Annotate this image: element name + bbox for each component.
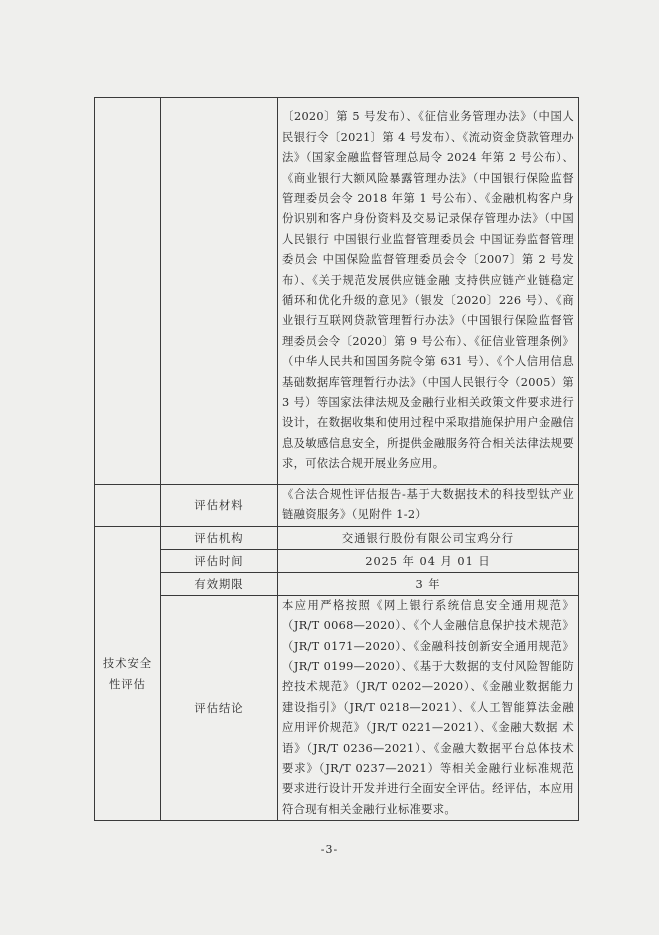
conclusion-text: 本应用严格按照《网上银行系统信息安全通用规范》（JR/T 0068—2020）、《个人金融信息保护技术规范》（JR/T 0171—2020）、《金融科技创新安全通用规范》（JR/T 0199—2020）、《基于大数据的支付风险智能防控技术规范》（JR/T 0202—2020）、《金融业数据能力建设指引》（JR/T 0218—2021）、《人工智能算法金融应用评价规范》（JR/T 0221—2021）、《金融大数据 术语》（JR/T 0236—2021）、《金融大数据平台总体技术要求》（JR/T 0237—2021）等相关金融行业标准规范要求进行设计开发并进行全面安全评估。经评估，本应用符合现有相关金融行业标准要求。 [278,595,579,820]
table-row [95,549,579,572]
table-row [95,526,579,549]
tech-section-category: 技术安全性评估 [95,526,161,820]
table-row [95,572,579,595]
material-label: 评估材料 [161,485,278,527]
material-value: 《合法合规性评估报告-基于大数据技术的科技型钛产业链融资服务》（见附件 1-2） [278,485,579,527]
page-number: -3- [320,843,339,856]
validity-label: 有效期限 [161,572,278,595]
assessment-table [94,97,579,821]
label-cell-empty [161,98,278,485]
regulations-text: 〔2020〕第 5 号发布）、《征信业务管理办法》（中国人民银行令〔2021〕第 4 号发布）、《流动资金贷款管理办法》（国家金融监督管理总局令 2024 年第 2 号公布）、《商业银行大额风险暴露管理办法》（中国银行保险监督管理委员会令 2018 年第 1 号公布）、《金融机构客户身份识别和客户身份资料及交易记录保存管理办法》（中国人民银行 中国银行业监督管理委员会 中国证券监督管理委员会 中国保险监督管理委员会令〔2007〕第 2 号发布）、《关于规范发展供应链金融 支持供应链产业链稳定循环和优化升级的意见》（银发〔2020〕226 号）、《商业银行互联网贷款管理暂行办法》（中国银行保险监督管理委员会令〔2020〕第 9 号公布）、《征信业管理条例》（中华人民共和国国务院令第 631 号）、《个人信用信息基础数据库管理暂行办法》（中国人民银行令（2005）第 3 号）等国家法律法规及金融行业相关政策文件要求进行设计，在数据收集和使用过程中采取措施保护用户金融信息及敏感信息安全，所提供金融服务符合相关法律法规要求，可依法合规开展业务应用。 [278,98,579,485]
category-cell-empty [95,98,161,485]
conclusion-label: 评估结论 [161,595,278,820]
org-label: 评估机构 [161,526,278,549]
category-cell-empty [95,485,161,527]
table-row [95,595,579,820]
validity-value: 3 年 [278,572,579,595]
date-label: 评估时间 [161,549,278,572]
table-row [95,98,579,485]
org-value: 交通银行股份有限公司宝鸡分行 [278,526,579,549]
date-value: 2025 年 04 月 01 日 [278,549,579,572]
table-row [95,485,579,527]
